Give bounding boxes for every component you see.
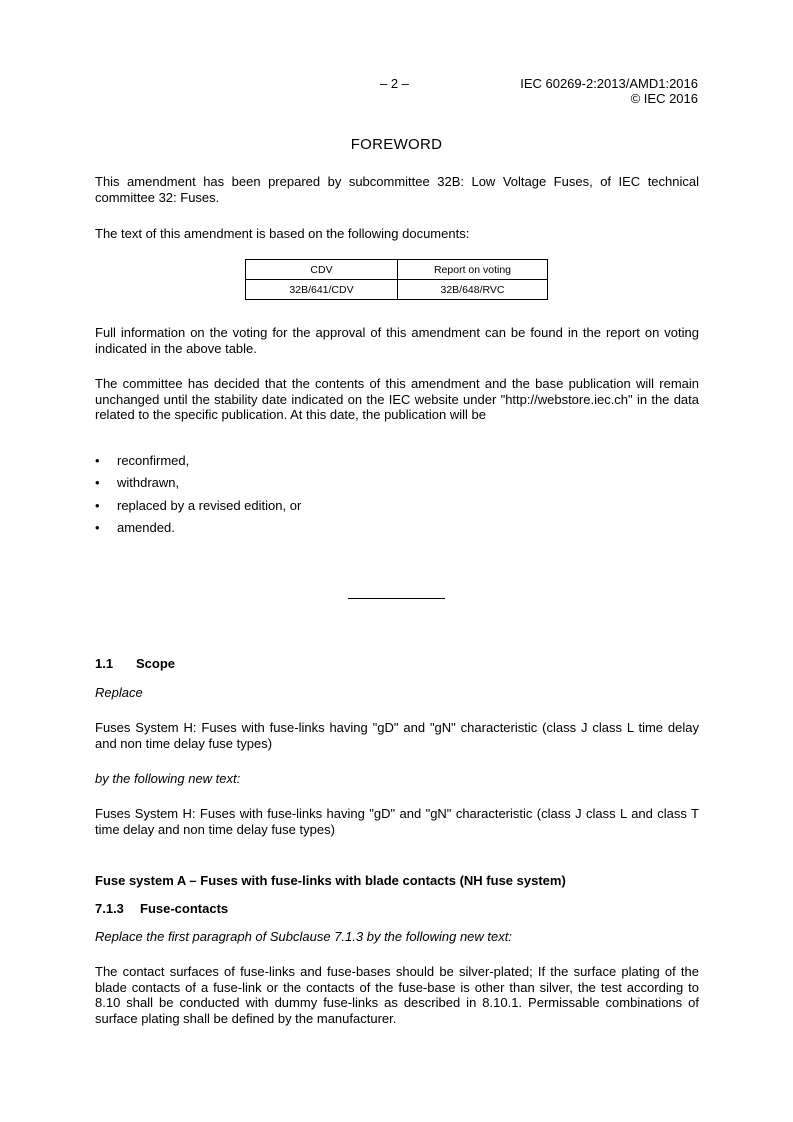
- documents-table: [245, 259, 548, 300]
- copyright: © IEC 2016: [630, 91, 698, 106]
- bullet-icon: •: [95, 498, 100, 513]
- fuse-contacts-number: 7.1.3: [95, 901, 124, 916]
- fuse-contacts-instruction: Replace the first paragraph of Subclause 7.1.3 by the following new text:: [95, 929, 512, 944]
- scope-instruction-new: by the following new text:: [95, 771, 241, 786]
- foreword-paragraph-2: The text of this amendment is based on the following documents:: [95, 226, 470, 241]
- list-item-text: reconfirmed,: [117, 453, 190, 468]
- list-item-text: replaced by a revised edition, or: [117, 498, 302, 513]
- bullet-icon: •: [95, 475, 100, 490]
- foreword-paragraph-3: Full information on the voting for the approval of this amendment can be found in the report on voting indicated in the above table.: [95, 325, 699, 356]
- fuse-contacts-body: The contact surfaces of fuse-links and fuse-bases should be silver-plated; If the surface plating of the blade contacts of a fuse-link or the contacts of the fuse-base is other than silver, the test according to 8.10 shall be conducted with dummy fuse-links as described in 8.10.1. Permissable combinations of surface plating shall be defined by the manufacturer.: [95, 964, 699, 1026]
- bullet-icon: •: [95, 453, 100, 468]
- page-number: – 2 –: [380, 76, 409, 91]
- list-item-text: withdrawn,: [117, 475, 180, 490]
- scope-new-text: Fuses System H: Fuses with fuse-links having "gD" and "gN" characteristic (class J class L and class T time delay and non time delay fuse types): [95, 806, 699, 837]
- foreword-paragraph-4: The committee has decided that the contents of this amendment and the base publication will remain unchanged until the stability date indicated on the IEC website under "http://webstore.iec.ch" in the data related to the specific publication. At this date, the publication will be: [95, 376, 699, 422]
- scope-old-text: Fuses System H: Fuses with fuse-links having "gD" and "gN" characteristic (class J class L time delay and non time delay fuse types): [95, 720, 699, 751]
- table-cell: 32B/648/RVC: [398, 280, 548, 300]
- section-divider: [348, 598, 445, 599]
- document-reference: [520, 76, 698, 106]
- table-header-cell: Report on voting: [398, 260, 548, 280]
- scope-number: 1.1: [95, 656, 114, 671]
- table-cell: 32B/641/CDV: [246, 280, 398, 300]
- bullet-icon: •: [95, 520, 100, 535]
- table-header-cell: CDV: [246, 260, 398, 280]
- foreword-title: FOREWORD: [350, 136, 443, 153]
- document-id: IEC 60269-2:2013/AMD1:2016: [520, 76, 698, 91]
- fuse-system-a-heading: Fuse system A – Fuses with fuse-links with blade contacts (NH fuse system): [95, 873, 566, 888]
- table-header-row: [246, 260, 548, 280]
- scope-instruction-replace: Replace: [95, 685, 143, 700]
- foreword-paragraph-1: This amendment has been prepared by subcommittee 32B: Low Voltage Fuses, of IEC technical committee 32: Fuses.: [95, 174, 699, 205]
- fuse-contacts-title: Fuse-contacts: [140, 901, 229, 916]
- table-row: [246, 280, 548, 300]
- scope-title: Scope: [136, 656, 176, 671]
- list-item-text: amended.: [117, 520, 175, 535]
